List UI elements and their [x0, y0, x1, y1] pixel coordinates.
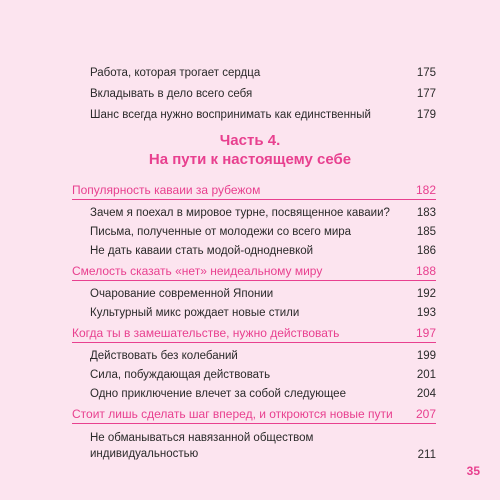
part-heading-line1: Часть 4.	[219, 132, 281, 149]
toc-item-title: Зачем я поехал в мировое турне, посвященное каваии?	[90, 207, 390, 219]
toc-chapter-page: 188	[415, 264, 436, 278]
toc-item-page: 183	[416, 207, 436, 219]
toc-item-title: Культурный микс рождает новые стили	[90, 307, 300, 319]
toc-item-page: 175	[416, 67, 436, 79]
toc-chapter-title: Стоит лишь сделать шаг вперед, и откроются новые пути	[72, 407, 393, 421]
toc-item-page: 199	[416, 350, 436, 362]
toc-chapter-page: 197	[415, 326, 436, 340]
toc-item-page: 186	[416, 245, 436, 257]
toc-chapter	[72, 326, 436, 340]
toc-chapter-page: 182	[415, 183, 436, 197]
toc-item	[90, 87, 436, 101]
chapter-divider	[72, 199, 436, 200]
page-number: 35	[466, 464, 480, 478]
toc-item	[90, 66, 436, 80]
toc-item	[90, 349, 436, 363]
toc-item-page: 211	[417, 449, 436, 461]
toc-item-page: 201	[416, 369, 436, 381]
toc-chapter-title: Популярность каваии за рубежом	[72, 183, 261, 197]
toc-item-page: 179	[416, 109, 436, 121]
toc-item	[90, 206, 436, 220]
toc-item	[90, 225, 436, 239]
toc-item-page: 192	[416, 288, 436, 300]
toc-chapter	[72, 264, 436, 278]
toc-item-title: Вкладывать в дело всего себя	[90, 88, 253, 100]
toc-item	[90, 387, 436, 401]
chapter-divider	[72, 280, 436, 281]
toc-item	[90, 108, 436, 122]
toc-item-title: Действовать без колебаний	[90, 350, 238, 362]
toc-item	[90, 287, 436, 301]
toc-item	[90, 306, 436, 320]
toc-item-title: Одно приключение влечет за собой следующее	[90, 388, 346, 400]
toc-item-page: 177	[416, 88, 436, 100]
toc-chapter-page: 207	[415, 407, 436, 421]
toc-item	[90, 244, 436, 258]
toc-chapter-title: Смелость сказать «нет» неидеальному миру	[72, 264, 323, 278]
toc-item-title: Не обманываться навязанной обществом индивидуальностью	[90, 432, 314, 460]
toc-item-page: 193	[416, 307, 436, 319]
toc-item-page: 185	[416, 226, 436, 238]
toc-item-title: Письма, полученные от молодежи со всего мира	[90, 226, 352, 238]
toc-item-title: Очарование современной Японии	[90, 288, 274, 300]
toc-item	[90, 430, 436, 462]
toc-item-title: Шанс всегда нужно воспринимать как единственный	[90, 109, 371, 121]
part-heading-line2: На пути к настоящему себе	[148, 151, 352, 168]
toc-item-title: Не дать каваии стать модой-однодневкой	[90, 245, 314, 257]
toc-item-title: Сила, побуждающая действовать	[90, 369, 271, 381]
toc-chapter-title: Когда ты в замешательстве, нужно действовать	[72, 326, 340, 340]
toc-item	[90, 368, 436, 382]
toc-chapter	[72, 183, 436, 197]
toc-chapter	[72, 407, 436, 421]
chapter-divider	[72, 423, 436, 424]
chapter-divider	[72, 342, 436, 343]
toc-item-title: Работа, которая трогает сердца	[90, 67, 261, 79]
toc-item-page: 204	[416, 388, 436, 400]
